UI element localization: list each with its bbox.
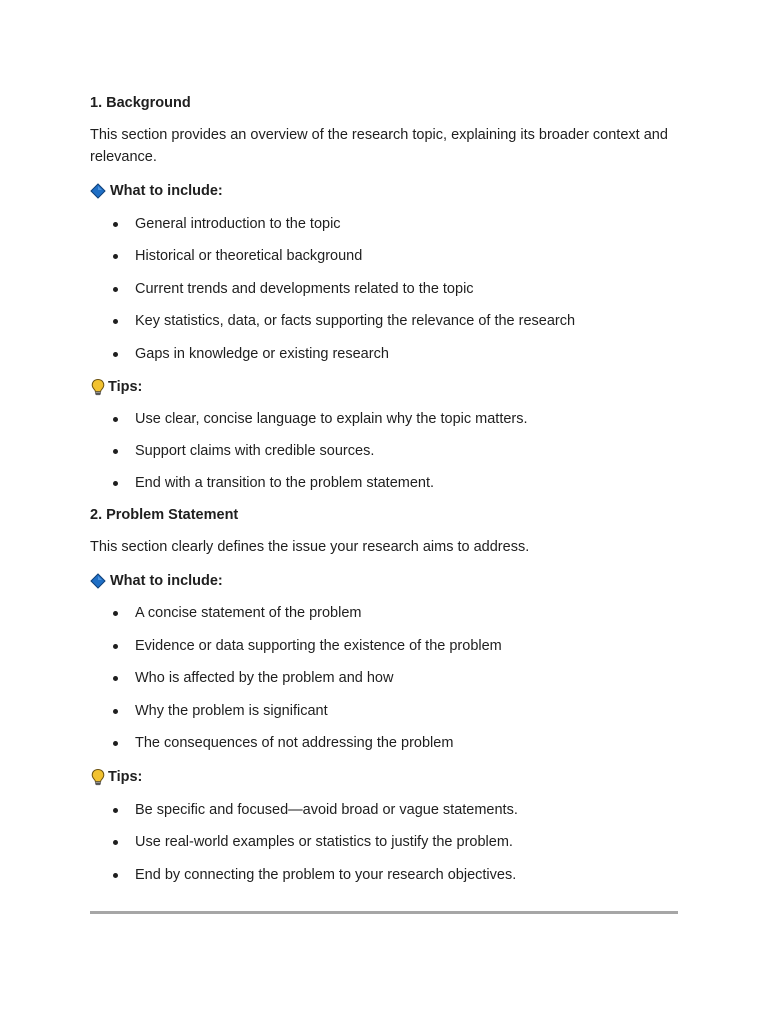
- list-item: Why the problem is significant: [90, 701, 678, 721]
- horizontal-divider: [90, 911, 678, 914]
- list-item: Support claims with credible sources.: [90, 441, 678, 461]
- list-item: General introduction to the topic: [90, 214, 678, 234]
- bullet-icon: [113, 676, 118, 681]
- section-heading-problem-statement: 2. Problem Statement: [90, 507, 239, 524]
- tips-list: [90, 800, 678, 885]
- list-item: Historical or theoretical background: [90, 246, 678, 266]
- list-item: The consequences of not addressing the problem: [90, 733, 678, 753]
- tips-heading: [90, 377, 678, 397]
- list-item: Who is affected by the problem and how: [90, 668, 678, 688]
- bullet-icon: [113, 611, 118, 616]
- tips-heading: [90, 767, 678, 787]
- bullet-icon: [113, 287, 118, 292]
- bullet-icon: [113, 222, 118, 227]
- lightbulb-icon: [90, 768, 106, 786]
- section-heading-background: 1. Background: [90, 95, 191, 111]
- bullet-icon: [113, 254, 118, 259]
- bullet-icon: [113, 417, 118, 422]
- include-list: [90, 603, 678, 753]
- tips-label: Tips:: [108, 378, 143, 395]
- bullet-icon: [113, 808, 118, 813]
- include-label: What to include:: [110, 183, 223, 199]
- list-item: A concise statement of the problem: [90, 603, 678, 623]
- bullet-icon: [113, 741, 118, 746]
- list-item: Key statistics, data, or facts supporting the relevance of the research: [90, 311, 678, 331]
- include-heading: [90, 571, 678, 591]
- bullet-icon: [113, 873, 118, 878]
- bullet-icon: [113, 481, 118, 486]
- lightbulb-icon: [90, 378, 106, 396]
- include-label: What to include:: [110, 573, 223, 590]
- section-intro-problem-statement: This section clearly defines the issue your research aims to address.: [90, 539, 530, 556]
- list-item: Use clear, concise language to explain why the topic matters.: [90, 409, 678, 429]
- list-item: Evidence or data supporting the existence of the problem: [90, 636, 678, 656]
- list-item: End with a transition to the problem statement.: [90, 473, 678, 493]
- list-item: Current trends and developments related to the topic: [90, 279, 678, 299]
- document-page: [90, 93, 678, 885]
- list-item: Use real-world examples or statistics to justify the problem.: [90, 832, 678, 852]
- tips-list: [90, 409, 678, 494]
- bullet-icon: [113, 449, 118, 454]
- diamond-icon: [90, 573, 106, 589]
- include-heading: [90, 181, 678, 201]
- bullet-icon: [113, 709, 118, 714]
- bullet-icon: [113, 319, 118, 324]
- diamond-icon: [90, 183, 106, 199]
- bullet-icon: [113, 352, 118, 357]
- list-item: End by connecting the problem to your research objectives.: [90, 865, 678, 885]
- section-intro-background: This section provides an overview of the research topic, explaining its broader context and relevance.: [90, 127, 668, 165]
- tips-label: Tips:: [108, 768, 143, 785]
- list-item: Be specific and focused—avoid broad or vague statements.: [90, 800, 678, 820]
- bullet-icon: [113, 644, 118, 649]
- list-item: Gaps in knowledge or existing research: [90, 344, 678, 364]
- include-list: [90, 214, 678, 364]
- bullet-icon: [113, 840, 118, 845]
